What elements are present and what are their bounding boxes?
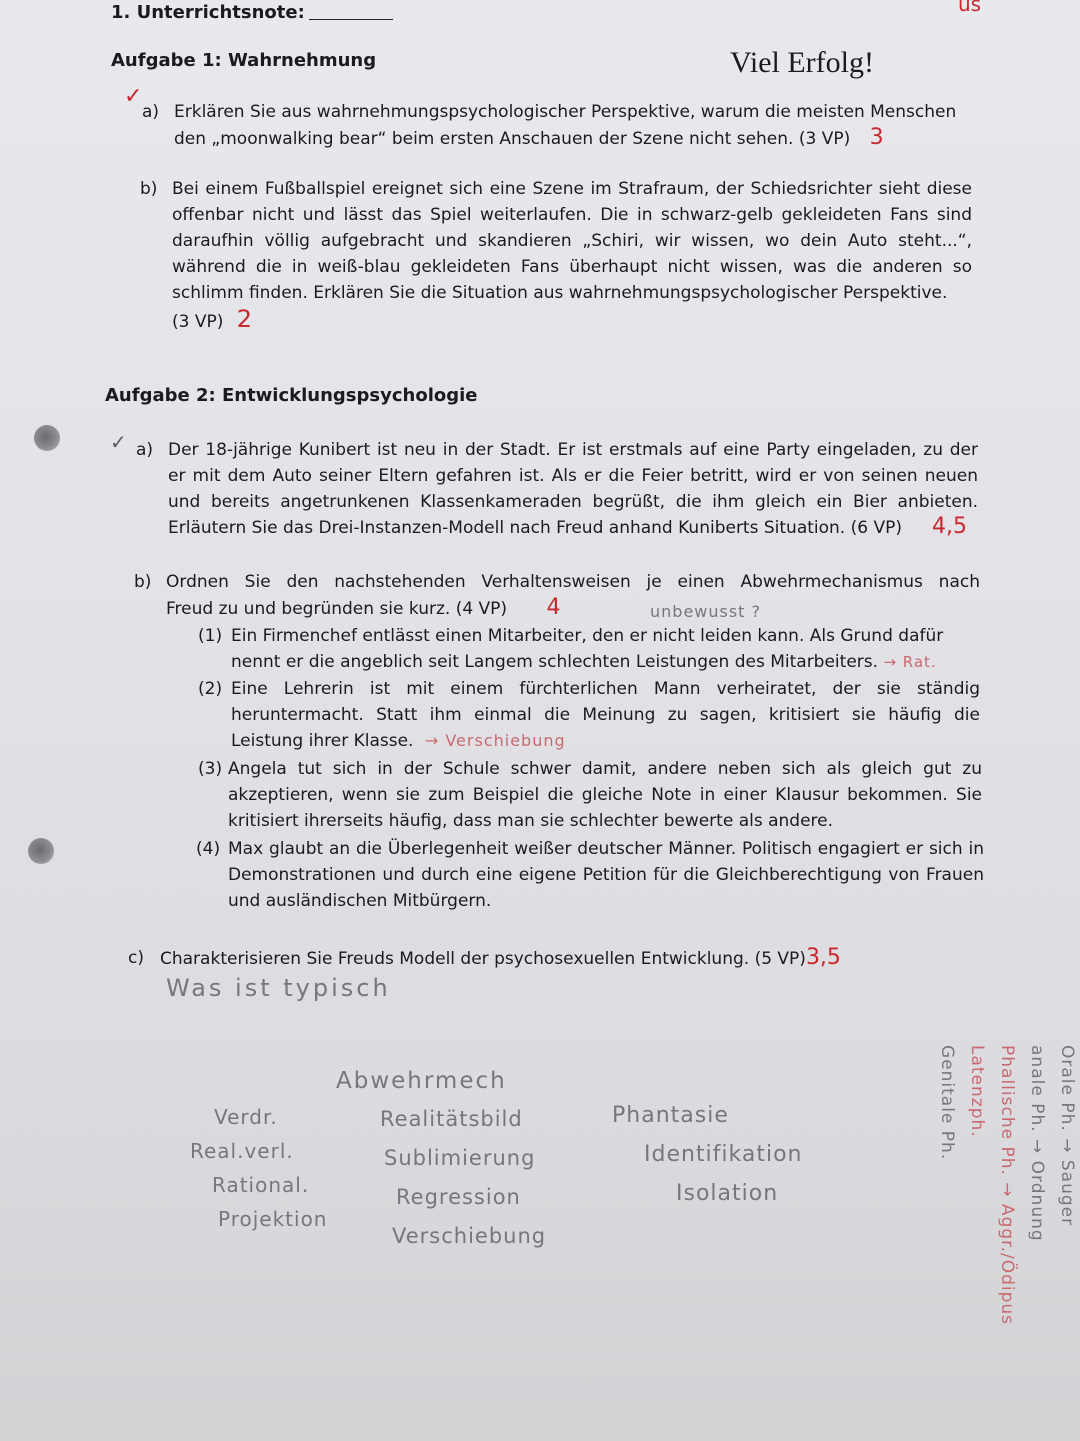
item-2-answer: → Verschiebung: [424, 731, 566, 750]
task2b-score: 4: [546, 595, 561, 620]
hw-margin-0: Orale Ph. → Sauger: [1057, 1045, 1077, 1227]
grade-line: [111, 2, 393, 23]
task2c-note: Was ist typisch: [166, 974, 391, 1002]
task1a-check: ✓: [124, 84, 143, 109]
item-1-answer: → Rat.: [883, 653, 937, 671]
task1a-line1: Erklären Sie aus wahrnehmungspsychologischer Perspektive, warum die meisten Menschen: [174, 102, 957, 122]
item-4-text: Max glaubt an die Überlegenheit weißer deutscher Männer. Politisch engagiert er sich in Demonstrationen und durch eine eigene Petition für die Gleichberechtigung von Frauen und ausländischen Mitbürgern.: [228, 839, 984, 911]
hw-col1-0: Verdr.: [214, 1105, 278, 1129]
hw-col2-0: Realitätsbild: [380, 1107, 523, 1131]
task1a: [142, 99, 982, 152]
task2c: [128, 945, 988, 972]
task1b-label: b): [140, 179, 158, 199]
hw-col1-3: Projektion: [218, 1207, 328, 1231]
punch-hole-bottom: [28, 838, 54, 864]
task1-title: Aufgabe 1: Wahrnehmung: [111, 50, 377, 71]
grade-blank[interactable]: [309, 19, 393, 20]
task2a-score: 4,5: [932, 514, 967, 539]
task2c-score: 3,5: [805, 945, 841, 970]
task2b-item-4: [196, 836, 984, 914]
task1b-text: Bei einem Fußballspiel ereignet sich eine Szene im Strafraum, der Schiedsrichter sieht diese offenbar nicht und lässt das Spiel weiterlaufen. Die in schwarz-gelb gekleideten Fans sind daraufhin völlig aufgebracht und skandieren „Schiri, wir wissen, wo dein Auto steht...“, während die in weiß-blau gekleideten Fans überhaupt nicht wissen, was die anderen so schlimm finden. Erklären Sie die Situation aus wahrnehmungspsychologischer Perspektive.: [172, 179, 972, 303]
task2-title: Aufgabe 2: Entwicklungspsychologie: [105, 385, 478, 406]
hw-col1-1: Real.verl.: [190, 1139, 294, 1163]
hw-col3-1: Identifikation: [644, 1142, 803, 1167]
task2a-check: ✓: [110, 430, 127, 454]
hw-col3: [612, 1096, 803, 1213]
task2b-line1: Ordnen Sie den nachstehenden Verhaltensweisen je einen Abwehrmechanismus nach: [166, 572, 980, 592]
task1b: [140, 176, 972, 335]
item-3-text: Angela tut sich in der Schule schwer damit, andere neben sich als gleich gut zu akzeptieren, wenn sie zum Beispiel die gleiche Note in einer Klausur bekommen. Sie kritisiert ihrerseits häufig, dass man sie schlechter bewerte als andere.: [228, 759, 982, 831]
grade-label: 1. Unterrichtsnote:: [111, 2, 305, 23]
corner-mark: us: [958, 0, 982, 16]
hw-col1-2: Rational.: [212, 1173, 310, 1197]
task2b: [134, 569, 980, 622]
item-1-num: (1): [198, 626, 223, 646]
task2b-item-2: [198, 676, 980, 754]
task1b-points: (3 VP): [172, 312, 224, 332]
item-1-text: Ein Firmenchef entlässt einen Mitarbeiter, den er nicht leiden kann. Als Grund dafür nennt er die angeblich seit Langem schlechten Leistungen des Mitarbeiters.: [231, 626, 944, 672]
hw-margin-notes: [912, 1045, 1080, 1425]
task2b-line2: Freud zu und begründen sie kurz. (4 VP): [166, 599, 508, 619]
hw-margin-2: Phallische Ph. → Aggr./Ödipus: [997, 1045, 1017, 1326]
item-2-text: Eine Lehrerin ist mit einem fürchterlichen Mann verheiratet, der sie ständig heruntermacht. Statt ihm einmal die Meinung zu sagen, kritisiert sie häufig die Leistung ihrer Klasse.: [231, 679, 980, 751]
good-luck: Viel Erfolg!: [730, 46, 874, 79]
hw-heading: Abwehrmech: [336, 1068, 507, 1094]
hw-col3-0: Phantasie: [612, 1103, 729, 1128]
hw-col2-3: Verschiebung: [392, 1224, 547, 1248]
hw-col3-2: Isolation: [676, 1181, 779, 1206]
task1b-score: 2: [236, 305, 253, 333]
task2b-label: b): [134, 572, 152, 592]
task2a: [136, 437, 978, 541]
item-3-num: (3): [198, 759, 223, 779]
hw-col2-2: Regression: [396, 1185, 521, 1209]
item-2-num: (2): [198, 679, 223, 699]
punch-hole-top: [34, 425, 60, 451]
hw-col2: [380, 1100, 546, 1256]
hw-margin-3: Latenzph.: [967, 1045, 987, 1138]
hw-col1: [190, 1100, 327, 1236]
task2c-text: Charakterisieren Sie Freuds Modell der psychosexuellen Entwicklung. (5 VP): [160, 949, 806, 969]
task2a-label: a): [136, 440, 154, 460]
task2c-label: c): [128, 948, 144, 968]
task2b-item-1: [198, 623, 980, 675]
hw-margin-1: anale Ph. → Ordnung: [1027, 1045, 1047, 1242]
item-4-num: (4): [196, 839, 221, 859]
hw-margin-4: Genitale Ph.: [937, 1045, 957, 1161]
task1a-line2: den „moonwalking bear“ beim ersten Anschauen der Szene nicht sehen. (3 VP): [174, 129, 851, 149]
task2b-item-3: [198, 756, 982, 834]
task2a-text-body: Der 18-jährige Kunibert ist neu in der Stadt. Er ist erstmals auf eine Party eingeladen, zu der er mit dem Auto seiner Eltern gefahren ist. Als er die Feier betritt, wird er von seinen neuen und bereits angetrunkenen Klassenkameraden begrüßt, die ihm gleich ein Bier anbieten. Erläutern Sie das Drei-Instanzen-Modell nach Freud anhand Kuniberts Situation. (6 VP): [168, 440, 978, 538]
task1a-score: 3: [869, 125, 884, 150]
hw-col2-1: Sublimierung: [384, 1146, 536, 1170]
task1a-label: a): [142, 102, 160, 122]
task2b-note: unbewusst ?: [650, 602, 762, 621]
